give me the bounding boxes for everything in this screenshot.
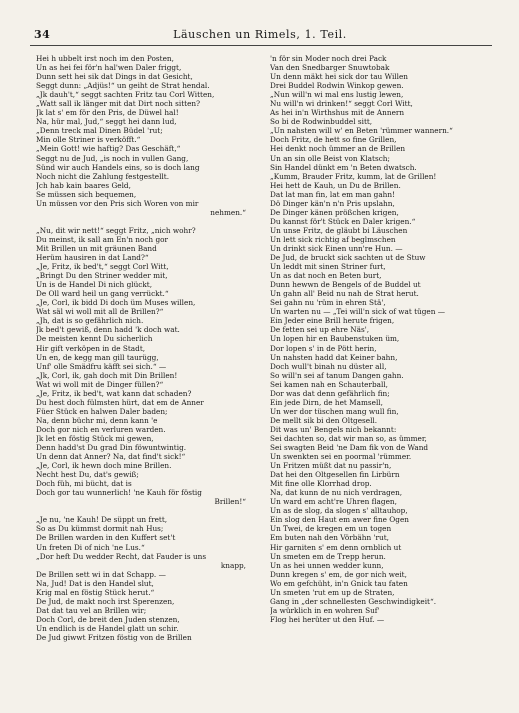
text-line: Wat säl wi woll mit all de Brillen?“ (36, 307, 164, 317)
text-line: Drei Buddel Rodwin Winkop gewen. (270, 81, 404, 91)
text-line: Hir garniten s' em denn ornblich ut (270, 542, 402, 552)
text-line: Un smeten em de Trepp herun. (270, 551, 386, 561)
text-line: Un lett sick richtig af beglmschen (270, 234, 396, 244)
text-line: So bi de Rodwinbuddel sitt, (270, 117, 373, 127)
text-line: Gang in „der schnellesten Geschwindigkeit“. (270, 596, 437, 606)
text-line: Doch wull't binah nu düster all, (270, 361, 387, 371)
text-line: De Dinger känen prößchen krigen, (270, 207, 399, 217)
text-line: Unf' olle Smädfru käfft sei sich.“ — (36, 361, 167, 371)
text-line: De Jud giwwt Fritzen föstig von de Brillen (36, 633, 192, 642)
text-line: Un smeten 'rut em up de Straten, (270, 587, 395, 597)
text-line: Un denn mäkt hei sick dor tau Willen (270, 72, 408, 82)
text-line: De fetten sei up ehre Näs', (270, 325, 370, 335)
text-line: „Dor heft Du wedder Recht, dat Fauder is uns (36, 551, 207, 561)
text-line: Nu will'n wi drinken!“ seggt Corl Witt, (270, 99, 413, 109)
text-line: De Jud, de makt noch irst Sperenzen, (36, 596, 175, 606)
text-line: „Je, Corl, ik bidd Di doch üm Muses willen, (36, 298, 196, 308)
text-line: Un warten nu — „Tei will'n sick of wat tügen — (270, 307, 446, 317)
text-line: Un freten Di of nich 'ne Lus.“ (36, 542, 145, 552)
text-line: Un Fritzen müßt dat nu passir'n, (270, 461, 392, 471)
page-number: 34 (34, 28, 51, 41)
text-line: Brillen!“ (214, 497, 246, 507)
text-line: „Kumm, Brauder Fritz, kumm, lat de Grillen! (270, 171, 437, 181)
text-line: „Je nu, 'ne Kauh! De süppt un frett, (36, 515, 168, 525)
text-line: Van den Snedbarger Snuwtobak (270, 63, 390, 73)
text-line: Un gahn all' Beid nu nah de Strat herut. (270, 289, 419, 299)
text-line: Wat wi woll mit de Dinger füllen?“ (36, 379, 164, 389)
text-line: Dö Dinger kän'n n'n Pris upslahn, (270, 198, 395, 208)
text-line: „Mein Gott! wie haftig? Das Geschäft,“ (36, 144, 181, 154)
text-line: Krig mal en föstig Stück herut.“ (36, 587, 155, 597)
text-line: Hei h ubbelt irst noch im den Posten, (36, 54, 174, 63)
text-line: Flog hei herüter ut den Huf. — (270, 614, 385, 624)
right-column (270, 54, 492, 624)
text-line: De Brillen warden in den Kuffert set't (36, 533, 176, 543)
text-line: Hei hett de Kauh, un Du de Brillen. (270, 180, 401, 190)
text-line: Doch füh, mi bücht, dat is (36, 479, 132, 489)
text-line: Un as dat noch en Beten burt, (270, 271, 382, 281)
text-line: „Un nahsten will w' en Beten 'rümmer wannern.“ (270, 126, 453, 136)
text-line: Jk lat s' em för den Pris, de Düwel hal! (36, 108, 179, 118)
text-line: Doch Fritz, de hett so fine Grillen, (270, 135, 397, 145)
page-header (30, 28, 490, 44)
text-line: Dit was un' Bengels nich bekannt: (270, 424, 397, 434)
text-line: Un denn dat Anner? Na, dat find't sick!“ (36, 452, 186, 462)
text-line: Em buten nah den Vörbähn 'rut, (270, 533, 389, 543)
text-line: 'n för sin Moder noch drei Pack (270, 54, 387, 63)
text-line: Dor lopen s' in de Pött herin, (270, 343, 377, 353)
text-line: Un ward em acht're Uhren flagen, (270, 497, 397, 507)
text-line: Dunn kregen s' em, de gor nich weit, (270, 569, 407, 579)
text-line: Wo em gefchüht, in'n Gnick tau faten (270, 578, 408, 588)
text-line: Jk bed't gewiß, denn hadd 'k doch wat. (36, 325, 180, 335)
text-line: „Watt sall ik länger mit dat Dirt noch sitten? (36, 99, 201, 109)
text-line: nehmen.“ (210, 207, 246, 217)
text-line: Sei gahn nu 'rüm in ehren Stä', (270, 298, 386, 308)
text-line: Mit fine olle Klorrhad drop. (270, 479, 372, 489)
text-line: De mellt sik bi den Oltgesell. (270, 415, 378, 425)
text-line: Du hest doch fülmsten hürt, dat em de Anner (36, 397, 204, 407)
text-line: Doch Corl, de breit den Juden stenzen, (36, 614, 180, 624)
text-line: Noch nicht die Zahlung festgestellt. (36, 171, 170, 181)
text-line: Un as de slog, da slogen s' alltauhop, (270, 506, 408, 516)
text-line: Un müssen vor den Pris sich Woren von mir (36, 198, 199, 208)
text-line: Un drinkt sick Einen unn're Hun. — (270, 243, 403, 253)
text-line: Un leddt mit sinen Striner furt, (270, 262, 386, 272)
text-line: Sei kamen nah en Schauterball, (270, 379, 388, 389)
text-line: As hei in'n Wirthshus mit de Annern (270, 108, 405, 118)
text-line: Ein jede Dirn, de het Mamsell, (270, 397, 383, 407)
text-line: Mit Brillen un mit gräunen Band (36, 243, 157, 253)
header-rule (30, 45, 492, 46)
text-line: „Je, Fritz, ik bed't,“ seggt Corl Witt, (36, 262, 169, 272)
text-line: Un nahsten hadd dat Keiner bahn, (270, 352, 398, 362)
text-line: Sei dachten so, dat wir man so, as ümmer, (270, 433, 427, 443)
text-line: Jk let en föstig Stück mi gewen, (36, 433, 154, 443)
text-line: Na, denn büchr mi, denn kann 'e (36, 415, 158, 425)
text-line: Hei denkt noch ümmer an de Brillen (270, 144, 406, 154)
text-line: Sei swagten Beid 'ne Dam fik von de Wand (270, 443, 429, 453)
text-line: Na, dat kunn de nu nich verdragen, (270, 488, 403, 498)
left-column (36, 54, 258, 642)
text-line: „Bringt Du den Striner wedder mit, (36, 271, 168, 281)
text-line: Ein slog den Haut em awer fine Ogen (270, 515, 409, 525)
text-line: Sünd wir auch Handels eins, so is doch lang (36, 162, 200, 172)
text-line: „Je, Fritz, ik bed't, wat kann dat schaden? (36, 388, 192, 398)
text-line: Na, Jud! Dat is den Handel slut, (36, 578, 154, 588)
text-line: Du kannst för't Stück en Daler krigen.“ (270, 216, 416, 226)
text-line: Un is de Handel Di nich glückt, (36, 280, 153, 290)
text-line: „Je, Corl, ik hewn doch mine Brillen. (36, 461, 172, 471)
text-line: Denn hadd'st Du grad Din föwuntwintig. (36, 443, 187, 453)
text-line: Un as hei fei för'n hal'wen Daler friggt, (36, 63, 182, 73)
stanza-gap (36, 217, 258, 226)
text-line: Un en, de kegg man gill taurügg, (36, 352, 159, 362)
text-line: Un unse Fritz, de gläubt bi Läuschen (270, 225, 408, 235)
text-line: Un lopen hir en Baubenstuken üm, (270, 334, 400, 344)
text-line: Dat hei den Oltgesellen fin Lirbürn (270, 470, 400, 480)
text-line: Seggt nu de Jud, „is noch in vullen Gang, (36, 153, 189, 163)
text-line: Du meinst, ik sall am En'n noch gor (36, 234, 169, 244)
text-line: Ja würklich in en wohren Suf' (270, 605, 380, 615)
text-line: Doch gor nich en verluren warden. (36, 424, 166, 434)
text-line: Un as hei unnen wedder kunn, (270, 560, 384, 570)
text-line: Sin Handel dünkt em 'n Beten dwatsch. (270, 162, 417, 172)
text-line: Un Twei, de kregen em un togen (270, 524, 392, 534)
text-line: Ein Jeder eine Brill herute frigen, (270, 316, 395, 326)
text-line: Dat lat man fin, lat em man gahn! (270, 189, 396, 199)
text-line: De Oll ward heil un gang verrückt.“ (36, 289, 169, 299)
text-line: Un swenkten sei en poormal 'rümmer. (270, 452, 412, 462)
text-line: Füer Stück en halwen Daler baden; (36, 406, 168, 416)
text-line: Seggt dunn: „Adjüs!“ un geiht de Strat hendal. (36, 81, 210, 91)
text-line: „Nun will'n wi mal ens lustig lewen, (270, 90, 404, 100)
text-line: „Nu, dit wir nett!“ seggt Fritz, „nich wohr? (36, 225, 196, 235)
text-line: Herüm hausiren in dat Land?“ (36, 253, 149, 263)
text-line: „Denn treck mal Dinen Büdel 'rut; (36, 126, 163, 136)
text-line: Dat dat tau vel an Brillen wir; (36, 605, 147, 615)
text-line: Min olle Striner is verköfft.“ (36, 135, 141, 145)
text-line: Hir gift verköpen in de Stadt, (36, 343, 146, 353)
text-line: Un wer dor tüschen mang wull fin, (270, 406, 399, 416)
text-line: Dor was dat denn gefährlich fin; (270, 388, 390, 398)
running-head: Läuschen un Rimels, 1. Teil. (173, 28, 347, 41)
text-line: De Jud, de bruckt sick sachten ut de Stuw (270, 253, 426, 263)
text-line: knapp, (220, 560, 246, 570)
text-line: Necht hest Du, dat's gewiß; (36, 470, 139, 480)
text-line: „Jk, Corl, ik, gah doch mit Din Brillen! (36, 370, 178, 380)
text-line: Na, hür mal, Jud,“ seggt hei dann lud, (36, 117, 177, 127)
text-line: „Jh, dat is so gefährlich nich. (36, 316, 144, 326)
text-line: Un endlich is de Handel glatt un schir. (36, 623, 179, 633)
text-line: Dunn sett hei sik dat Dings in dat Gesicht, (36, 72, 193, 82)
text-line: De Brillen sett wi in dat Schapp. — (36, 569, 166, 579)
stanza-gap (36, 506, 258, 515)
text-line: Dunn hewwn de Bengels of de Buddel ut (270, 280, 421, 290)
text-line: So will'n sei af tanum Dangen gahn. (270, 370, 404, 380)
text-line: Jch hab kain baares Geld, (36, 180, 131, 190)
text-line: De meisten kennt Du sicherlich (36, 334, 153, 344)
text-line: „Jk dauh't,“ seggt sachten Fritz tau Corl Witten, (36, 90, 215, 100)
text-line: Se müssen sich bequemen, (36, 189, 137, 199)
text-line: So as Du kümmst dormit nah Hus; (36, 524, 164, 534)
text-line: Doch gor tau wunnerlich! 'ne Kauh för föstig (36, 488, 202, 498)
text-line: Un an sin olle Beist von Klatsch; (270, 153, 390, 163)
